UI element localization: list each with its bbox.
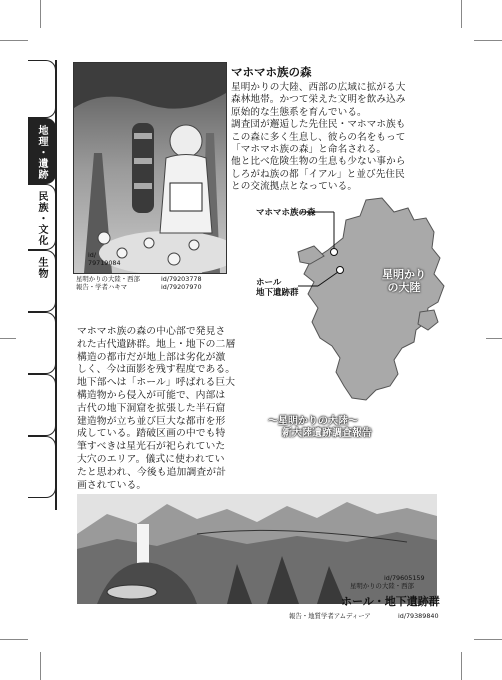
crop-mark (474, 639, 502, 640)
tab-geography-ruins[interactable] (28, 118, 56, 184)
tab-blank[interactable] (28, 60, 56, 118)
crop-mark (474, 40, 502, 41)
tab-label: 民族・文化 (36, 191, 47, 246)
forest-caption-reporter: 報告・学者ハキマ (76, 283, 128, 291)
crop-mark (0, 40, 28, 41)
ruins-title: ホール・地下遺跡群 (341, 595, 440, 608)
tab-blank[interactable] (28, 312, 56, 374)
crop-mark (40, 652, 41, 680)
crop-mark (0, 338, 16, 339)
map-label-ruins: ホール 地下遺跡群 (256, 278, 299, 298)
ruins-caption-place: 星明かりの大陸・西部 (350, 582, 414, 590)
ruins-image-id: id/79605159 (384, 574, 425, 582)
continent-shape (304, 198, 444, 400)
tab-blank[interactable] (28, 436, 56, 498)
report-title: 〜星明かりの大陸〜 (268, 416, 358, 427)
crop-mark (0, 639, 28, 640)
forest-marker (331, 249, 338, 256)
crop-mark (40, 0, 41, 28)
image-id: id/ 79719084 (88, 251, 121, 267)
forest-body: 星明かりの大陸、西部の広域に拡がる大 森林地帯。かつて栄えた文明を飲み込み 原始的な生態系を育んでいる。 調査団が邂逅した先住民・マホマホ族も この森に多く生息し、彼らの名をもって 「マホマホ族の森」と命名される。 他と比べ危険生物の生息も少ない事から しろがね族の都「イアル」と並び先住民 との交流拠点となっている。 (231, 82, 406, 193)
forest-caption-id: id/79207970 (161, 283, 202, 291)
tab-ethnic-culture[interactable] (28, 184, 56, 250)
report-subtitle: 新大陸遺跡調査報告 (282, 428, 372, 439)
tab-label: 地理・遺跡 (36, 125, 47, 180)
tab-creatures[interactable] (28, 250, 56, 312)
tab-label: 生物 (36, 257, 47, 279)
ruins-caption-id: id/79389840 (398, 612, 439, 620)
forest-illustration (73, 62, 227, 274)
tab-blank[interactable] (28, 374, 56, 436)
ruins-caption-reporter: 報告・地質学者アムディーア (289, 612, 371, 620)
forest-title: マホマホ族の森 (231, 65, 312, 79)
crop-mark (486, 338, 502, 339)
map-label-forest: マホマホ族の森 (256, 208, 316, 218)
map-label-continent: 星明かり の大陸 (382, 268, 426, 294)
forest-caption-id: id/79203778 (161, 275, 202, 283)
crop-mark (461, 652, 462, 680)
crop-mark (461, 0, 462, 28)
continent-map (248, 190, 448, 420)
forest-caption-place: 星明かりの大陸・西部 (76, 275, 140, 283)
island (418, 310, 438, 330)
ruins-body: マホマホ族の森の中心部で発見さ れた古代遺跡群。地上・地下の二層 構造の都市だが地上部は劣化が激 しく、今は面影を残す程度である。 地下部へは「ホール」呼ばれる巨大 構造物から侵入が可能で、内部は 古代の地下洞窟を拡張した半石窟 建造物が立ち並び巨大な都市を形 成している。踏破区画の中でも特 筆すべきは星光石が祀られていた 大穴のエリア。儀式に使われてい たと思われ、今後も追加調査が計 画されている。 (77, 326, 236, 491)
